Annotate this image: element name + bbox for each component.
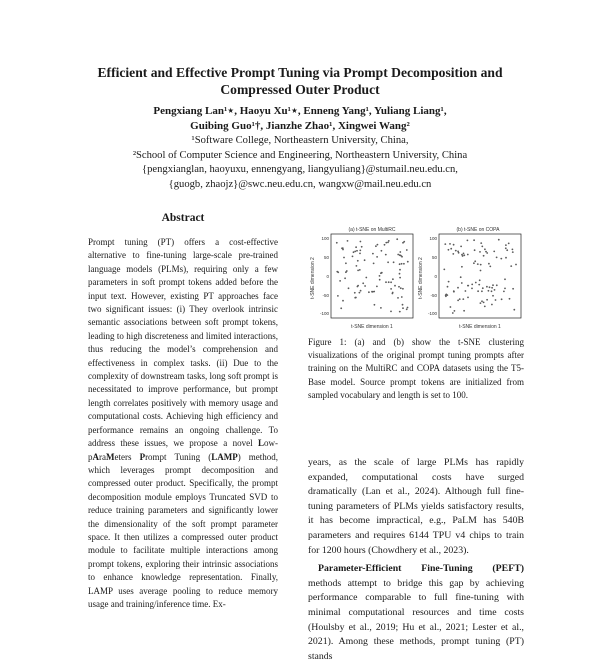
scatter-point [376,256,378,258]
plot-b-ytick: -50 [430,293,437,298]
title-line-1: Efficient and Effective Prompt Tuning via Prompt Decomposition and [97,65,503,80]
scatter-point [394,285,396,287]
scatter-point [467,285,469,287]
scatter-point [337,271,339,273]
scatter-point [390,288,392,290]
scatter-point [486,252,488,254]
scatter-point [341,247,343,249]
scatter-point [388,281,390,283]
scatter-point [371,291,373,293]
scatter-point [512,288,514,290]
scatter-point [375,245,377,247]
scatter-point [402,288,404,290]
emails-2: {guogb, zhaojz}@swc.neu.edu.cn, wangxw@mail.neu.edu.cn [168,178,432,190]
scatter-point [452,253,454,255]
scatter-point [484,248,486,250]
scatter-point [459,298,461,300]
scatter-point [498,239,500,241]
scatter-point [488,263,490,265]
scatter-point [457,287,459,289]
scatter-point [492,284,494,286]
scatter-point [381,250,383,252]
scatter-point [489,286,491,288]
scatter-point [355,246,357,248]
scatter-point [474,260,476,262]
scatter-point [503,291,505,293]
scatter-point [385,254,387,256]
scatter-point [384,244,386,246]
scatter-point [512,251,514,253]
scatter-point [461,254,463,256]
scatter-point [450,248,452,250]
scatter-point [373,263,375,265]
scatter-point [480,270,482,272]
scatter-point [372,253,374,255]
scatter-point [359,292,361,294]
scatter-point [453,244,455,246]
scatter-point [376,286,378,288]
scatter-point [457,251,459,253]
scatter-point [357,270,359,272]
plot-a-xlabel: t-SNE dimension 1 [351,324,393,330]
scatter-point [342,300,344,302]
scatter-point [505,257,507,259]
scatter-point [467,297,469,299]
figure-caption: Figure 1: (a) and (b) show the t-SNE clustering visualizations of the original prompt tuning prompts after training on the MultiRC and COPA datasets using the T5-Base model. Source prompt tokens are initialized from sampled vocabulary and length is set to 100. [308,337,524,400]
scatter-point [471,284,473,286]
scatter-point [486,286,488,288]
scatter-point [477,263,479,265]
scatter-point [399,273,401,275]
scatter-point [505,247,507,249]
scatter-point [475,282,477,284]
scatter-point [406,308,408,310]
scatter-point [496,257,498,259]
scatter-point [492,295,494,297]
scatter-point [359,253,361,255]
scatter-point [359,250,361,252]
scatter-point [364,259,366,261]
plot-b [418,227,521,330]
scatter-point [483,255,485,257]
scatter-point [407,307,409,309]
scatter-point [496,284,498,286]
scatter-point [463,310,465,312]
scatter-point [402,304,404,306]
scatter-point [495,299,497,301]
scatter-point [452,312,454,314]
scatter-point [399,263,401,265]
scatter-point [348,287,350,289]
abstract-body [88,236,278,611]
intro-paragraph-1: years, as the scale of large PLMs has rapidly expanded, computational costs have surged dramatically (Lan et al., 2024). Although full fine-tuning parameters of PLMs yields satisfactory results, it has become impractical, e.g., PaLM has 540B parameters and requires 6144 TPU v4 chips to train for 1200 hours (Chowdhery et al., 2023). [308,457,524,556]
scatter-point [481,290,483,292]
title-line-2: Compressed Outer Product [220,82,380,97]
emails-1: {pengxianglan, haoyuxu, ennengyang, liangyuliang}@stumail.neu.edu.cn, [142,164,458,176]
scatter-point [477,290,479,292]
scatter-point [403,263,405,265]
scatter-point [396,238,398,240]
plot-a-ytick: 50 [323,255,329,260]
scatter-point [362,282,364,284]
scatter-point [399,251,401,253]
scatter-point [513,309,515,311]
scatter-point [399,277,401,279]
scatter-point [463,254,465,256]
scatter-point [486,299,488,301]
scatter-point [402,307,404,309]
scatter-point [399,311,401,313]
scatter-point [448,281,450,283]
scatter-point [461,282,463,284]
plot-a-frame [331,234,413,318]
scatter-point [457,300,459,302]
affiliation-2: ²School of Computer Science and Engineering, Northeastern University, China [132,149,468,161]
scatter-point [467,240,469,242]
scatter-point [400,287,402,289]
plot-a-ylabel: t-SNE dimension 2 [310,257,316,299]
scatter-point [385,281,387,283]
scatter-point [356,265,358,267]
scatter-point [491,287,493,289]
scatter-point [336,242,338,244]
scatter-point [480,302,482,304]
scatter-point [392,292,394,294]
scatter-point [381,272,383,274]
scatter-point [379,279,381,281]
scatter-point [450,306,452,308]
intro-text [308,456,524,664]
scatter-point [482,287,484,289]
plot-a [310,227,413,330]
scatter-point [512,249,514,251]
affiliations [40,134,560,192]
scatter-point [510,265,512,267]
intro-paragraph-2: Parameter-Efficient Fine-Tuning (PEFT) methods attempt to bridge this gap by achieving performance comparable to full fine-tuning with minimal computational resources and time costs (Houlsby et al., 2019; Hu et al., 2021; Lester et al., 2021). Among these methods, prompt tuning (PT) stands [308,563,524,662]
scatter-point [494,289,496,291]
scatter-point [356,250,358,252]
scatter-point [401,263,403,265]
scatter-point [478,284,480,286]
authors-line-2: Guibing Guo¹†, Jianzhe Zhao¹, Xingwei Wang² [190,120,410,132]
scatter-point [400,255,402,257]
scatter-point [455,250,457,252]
scatter-point [345,271,347,273]
scatter-point [473,239,475,241]
scatter-point [444,243,446,245]
scatter-point [484,306,486,308]
plot-b-frame [439,234,521,318]
scatter-point [491,304,493,306]
scatter-point [406,249,408,251]
scatter-point [505,244,507,246]
scatter-point [361,246,363,248]
plot-b-yticks [428,236,438,316]
plot-b-xlabel: t-SNE dimension 1 [459,324,501,330]
tsne-plots [308,226,524,332]
scatter-point [392,278,394,280]
scatter-point [345,262,347,264]
scatter-point [344,277,346,279]
scatter-point [339,280,341,282]
scatter-point [467,254,469,256]
scatter-point [491,290,493,292]
plot-b-ytick: -100 [427,311,437,316]
scatter-point [460,276,462,278]
abstract-paragraph: Prompt tuning (PT) offers a cost-effective alternative to fine-tuning large-scale pre-trained language models (PLMs), requiring only a few parameters in soft prompt tokens added before the input text. However, existing PT approaches face two significant issues: (i) They overlook intrinsic semantic associations between soft prompt tokens, leading to high discreteness and limited interactions, thus reducing the model’s comprehension and effectiveness in complex tasks. (ii) Due to the complexity of downstream tasks, long soft prompt is necessitated to improve performance, but prompt length correlates positively with memory usage and computational costs. Achieving high efficiency and performance remains an ongoing challenge. To address these issues, we propose a novel Low-pAraMeters Prompt Tuning (LAMP) method, which leverages prompt decomposition and compressed outer product. Specifically, the prompt decomposition module employs Truncated SVD to reduce training parameters and significantly lower the dimensionality of the soft prompt parameter space. It then utilizes a compressed outer product module to facilitate multiple interactions among prompt tokens, exploring their intrinsic associations to enhance knowledge representation. Finally, LAMP uses average pooling to reduce memory usage and training/inference time. Ex- [88,237,279,609]
scatter-point [483,302,485,304]
scatter-point [368,291,370,293]
scatter-point [352,256,354,258]
plot-a-ytick: -100 [319,311,329,316]
scatter-point [462,298,464,300]
scatter-point [393,261,395,263]
scatter-point [353,251,355,253]
paper-title [60,64,540,98]
scatter-point [506,249,508,251]
scatter-point [480,264,482,266]
scatter-point [463,253,465,255]
scatter-point [390,311,392,313]
scatter-point [385,242,387,244]
scatter-point [402,242,404,244]
scatter-point [379,275,381,277]
scatter-point [465,290,467,292]
plot-b-ylabel: t-SNE dimension 2 [418,257,424,299]
scatter-point [401,296,403,298]
scatter-point [501,298,503,300]
plot-a-ytick: -50 [322,293,329,298]
scatter-point [508,243,510,245]
affiliation-1: ¹Software College, Northeastern University, China, [191,135,409,146]
scatter-point [489,266,491,268]
plot-b-points [443,239,517,314]
scatter-point [504,288,506,290]
scatter-point [481,300,483,302]
scatter-point [343,257,345,259]
scatter-point [364,285,366,287]
plot-a-ytick: 0 [326,274,329,279]
scatter-point [360,290,362,292]
scatter-point [365,277,367,279]
scatter-point [480,242,482,244]
scatter-point [454,310,456,312]
scatter-point [377,244,379,246]
scatter-point [380,307,382,309]
scatter-point [390,281,392,283]
scatter-point [509,298,511,300]
scatter-point [354,251,356,253]
scatter-point [397,297,399,299]
scatter-point [474,249,476,251]
scatter-point [461,266,463,268]
scatter-point [407,261,409,263]
scatter-point [354,292,356,294]
scatter-point [460,246,462,248]
figure-1 [308,226,524,332]
scatter-point [398,286,400,288]
scatter-point [448,249,450,251]
scatter-point [473,262,475,264]
scatter-point [337,295,339,297]
plot-a-points [336,238,409,312]
scatter-point [445,294,447,296]
scatter-point [355,297,357,299]
scatter-point [485,251,487,253]
scatter-point [357,260,359,262]
scatter-point [479,251,481,253]
scatter-point [397,254,399,256]
scatter-point [445,295,447,297]
scatter-point [515,264,517,266]
author-list [60,104,540,134]
plot-a-title: (a) t-SNE on MultiRC [348,227,396,233]
scatter-point [447,286,449,288]
scatter-point [471,288,473,290]
scatter-point [493,251,495,253]
plot-b-ytick: 50 [431,255,437,260]
scatter-point [453,290,455,292]
scatter-point [388,240,390,242]
scatter-point [500,258,502,260]
plot-b-ytick: 100 [429,236,437,241]
scatter-point [359,269,361,271]
scatter-point [374,304,376,306]
plot-a-ytick: 100 [321,236,329,241]
scatter-point [479,279,481,281]
abstract-heading: Abstract [161,212,205,224]
scatter-point [357,286,359,288]
plot-a-yticks [320,236,330,316]
scatter-point [449,243,451,245]
authors-line-1: Pengxiang Lan¹⋆, Haoyu Xu¹⋆, Enneng Yang¹, Yuliang Liang¹, [153,105,447,117]
plot-b-ytick: 0 [434,274,437,279]
scatter-point [360,241,362,243]
scatter-point [481,246,483,248]
plot-b-title: (b) t-SNE on COPA [456,227,500,233]
scatter-point [340,307,342,309]
scatter-point [488,290,490,292]
scatter-point [347,240,349,242]
scatter-point [443,269,445,271]
scatter-point [387,261,389,263]
scatter-point [504,278,506,280]
scatter-point [399,269,401,271]
